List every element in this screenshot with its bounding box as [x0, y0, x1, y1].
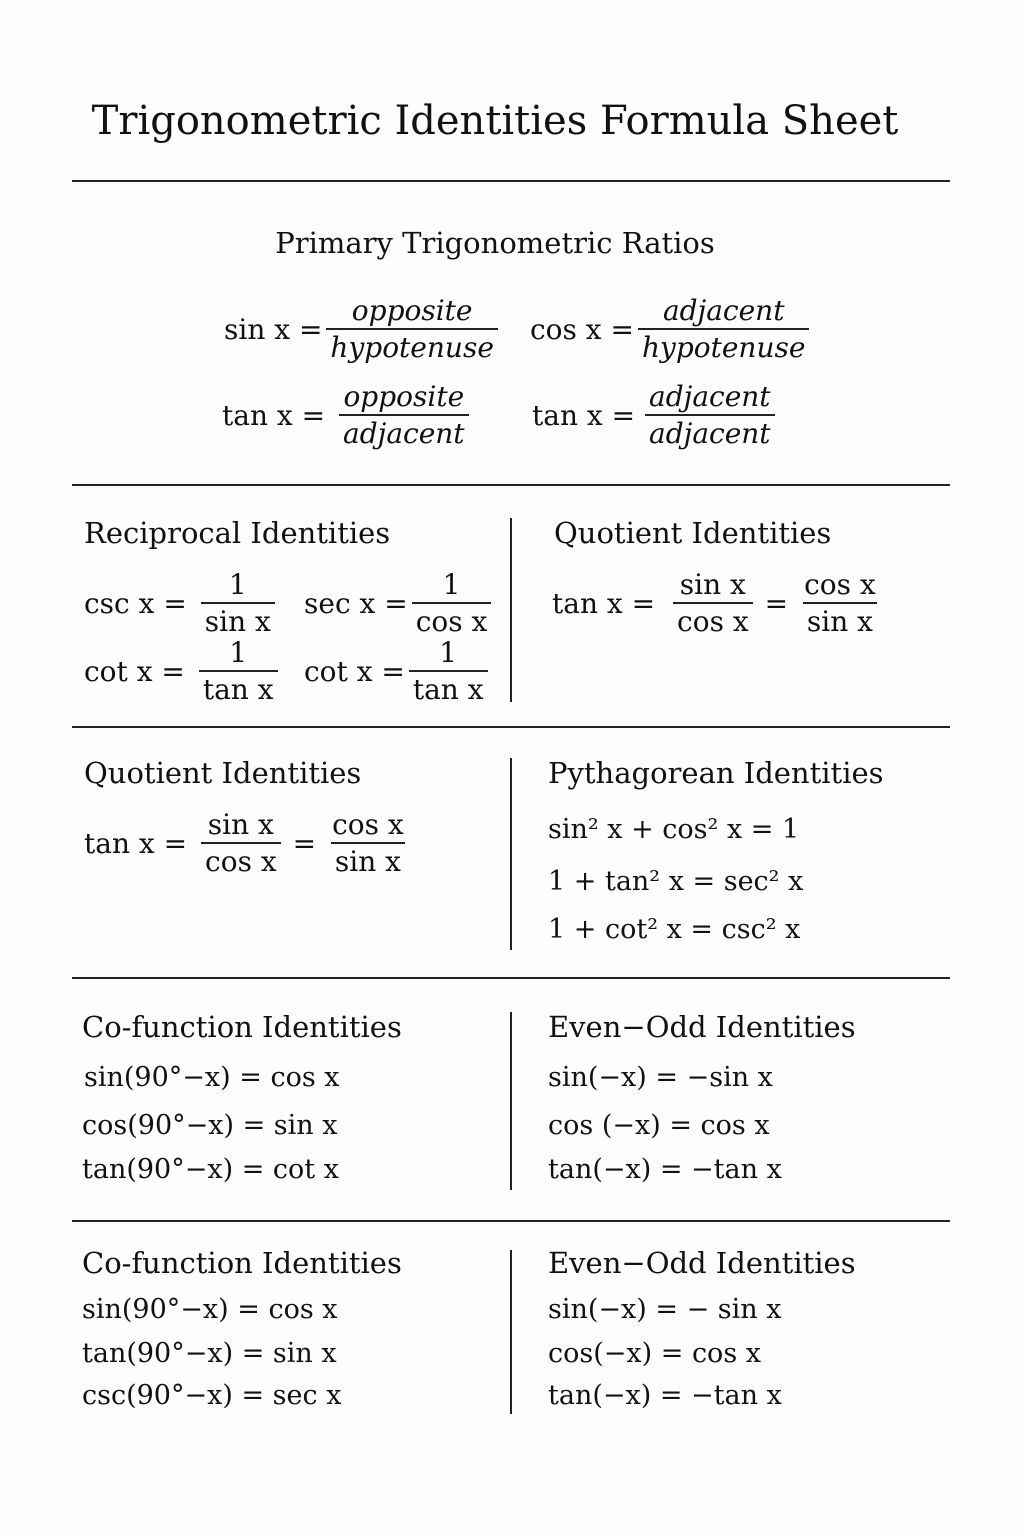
numerator: adjacent — [662, 294, 785, 327]
cofunction-heading: Co-function Identities — [82, 1246, 402, 1280]
numerator: 1 — [228, 568, 247, 601]
fraction — [328, 810, 408, 877]
csc-formula — [84, 570, 279, 637]
even-odd-identity: sin(−x) = − sin x — [548, 1294, 782, 1325]
formula-lhs: cot x = — [304, 654, 405, 688]
even-odd-identity: cos (−x) = cos x — [548, 1110, 770, 1141]
numerator: 1 — [439, 636, 458, 669]
denominator: sin x — [331, 842, 405, 876]
numerator: 1 — [442, 568, 461, 601]
pythagorean-heading: Pythagorean Identities — [548, 756, 884, 790]
even-odd-heading: Even−Odd Identities — [548, 1246, 856, 1280]
formula-lhs: sec x = — [304, 586, 408, 620]
cot-formula — [84, 638, 282, 705]
cofunction-identity: sin(90°−x) = cos x — [82, 1294, 338, 1325]
column-divider — [510, 758, 512, 950]
divider — [72, 484, 950, 486]
pythagorean-identity: 1 + cot² x = csc² x — [548, 914, 801, 945]
numerator: opposite — [351, 294, 473, 327]
denominator: cos x — [673, 602, 753, 636]
even-odd-identity: tan(−x) = −tan x — [548, 1154, 782, 1185]
even-odd-identity: cos(−x) = cos x — [548, 1338, 761, 1369]
formula-lhs: tan x = — [222, 398, 326, 432]
fraction — [673, 570, 753, 637]
equals-sign: = — [764, 586, 789, 620]
pythagorean-identity: sin² x + cos² x = 1 — [548, 814, 800, 845]
quotient-formula — [552, 570, 884, 637]
numerator: opposite — [343, 380, 465, 413]
denominator: tan x — [409, 670, 488, 704]
sec-formula — [304, 570, 495, 637]
primary-tan-formula — [222, 382, 473, 449]
fraction — [199, 638, 278, 705]
primary-tan2-formula — [532, 382, 779, 449]
fraction — [645, 382, 775, 449]
cofunction-identity: tan(90°−x) = cot x — [82, 1154, 339, 1185]
denominator: adjacent — [645, 414, 775, 448]
fraction — [800, 570, 880, 637]
numerator: sin x — [679, 568, 746, 601]
cofunction-identity: cos(90°−x) = sin x — [82, 1110, 338, 1141]
formula-lhs: tan x = — [552, 586, 656, 620]
fraction — [201, 810, 281, 877]
denominator: cos x — [412, 602, 492, 636]
quotient-formula — [84, 810, 412, 877]
divider — [72, 726, 950, 728]
fraction — [326, 296, 497, 363]
primary-sin-formula — [224, 296, 502, 363]
page-title: Trigonometric Identities Formula Sheet — [91, 98, 899, 144]
primary-cos-formula — [530, 296, 813, 363]
even-odd-identity: sin(−x) = −sin x — [548, 1062, 773, 1093]
formula-lhs: sin x = — [224, 312, 323, 346]
column-divider — [510, 1012, 512, 1190]
numerator: sin x — [207, 808, 274, 841]
fraction — [409, 638, 488, 705]
formula-lhs: cos x = — [530, 312, 634, 346]
fraction — [201, 570, 275, 637]
denominator: tan x — [199, 670, 278, 704]
formula-lhs: tan x = — [84, 826, 188, 860]
fraction — [339, 382, 469, 449]
denominator: sin x — [201, 602, 275, 636]
cofunction-identity: sin(90°−x) = cos x — [84, 1062, 340, 1093]
numerator: cos x — [804, 568, 876, 601]
denominator: adjacent — [339, 414, 469, 448]
fraction — [412, 570, 492, 637]
formula-lhs: tan x = — [532, 398, 636, 432]
even-odd-heading: Even−Odd Identities — [548, 1010, 856, 1044]
cofunction-heading: Co-function Identities — [82, 1010, 402, 1044]
column-divider — [510, 518, 512, 702]
cot2-formula — [304, 638, 492, 705]
reciprocal-heading: Reciprocal Identities — [84, 516, 391, 550]
primary-heading: Primary Trigonometric Ratios — [275, 226, 715, 260]
quotient-heading: Quotient Identities — [84, 756, 362, 790]
numerator: cos x — [332, 808, 404, 841]
cofunction-identity: tan(90°−x) = sin x — [82, 1338, 337, 1369]
denominator: cos x — [201, 842, 281, 876]
cofunction-identity: csc(90°−x) = sec x — [82, 1380, 342, 1411]
fraction — [638, 296, 809, 363]
denominator: hypotenuse — [638, 328, 809, 362]
equals-sign: = — [292, 826, 317, 860]
numerator: adjacent — [649, 380, 771, 413]
denominator: hypotenuse — [326, 328, 497, 362]
divider — [72, 1220, 950, 1222]
quotient-heading: Quotient Identities — [554, 516, 832, 550]
numerator: 1 — [229, 636, 248, 669]
pythagorean-identity: 1 + tan² x = sec² x — [548, 866, 804, 897]
denominator: sin x — [803, 602, 877, 636]
divider — [72, 977, 950, 979]
divider — [72, 180, 950, 182]
formula-lhs: cot x = — [84, 654, 185, 688]
column-divider — [510, 1250, 512, 1414]
formula-lhs: csc x = — [84, 586, 187, 620]
even-odd-identity: tan(−x) = −tan x — [548, 1380, 782, 1411]
